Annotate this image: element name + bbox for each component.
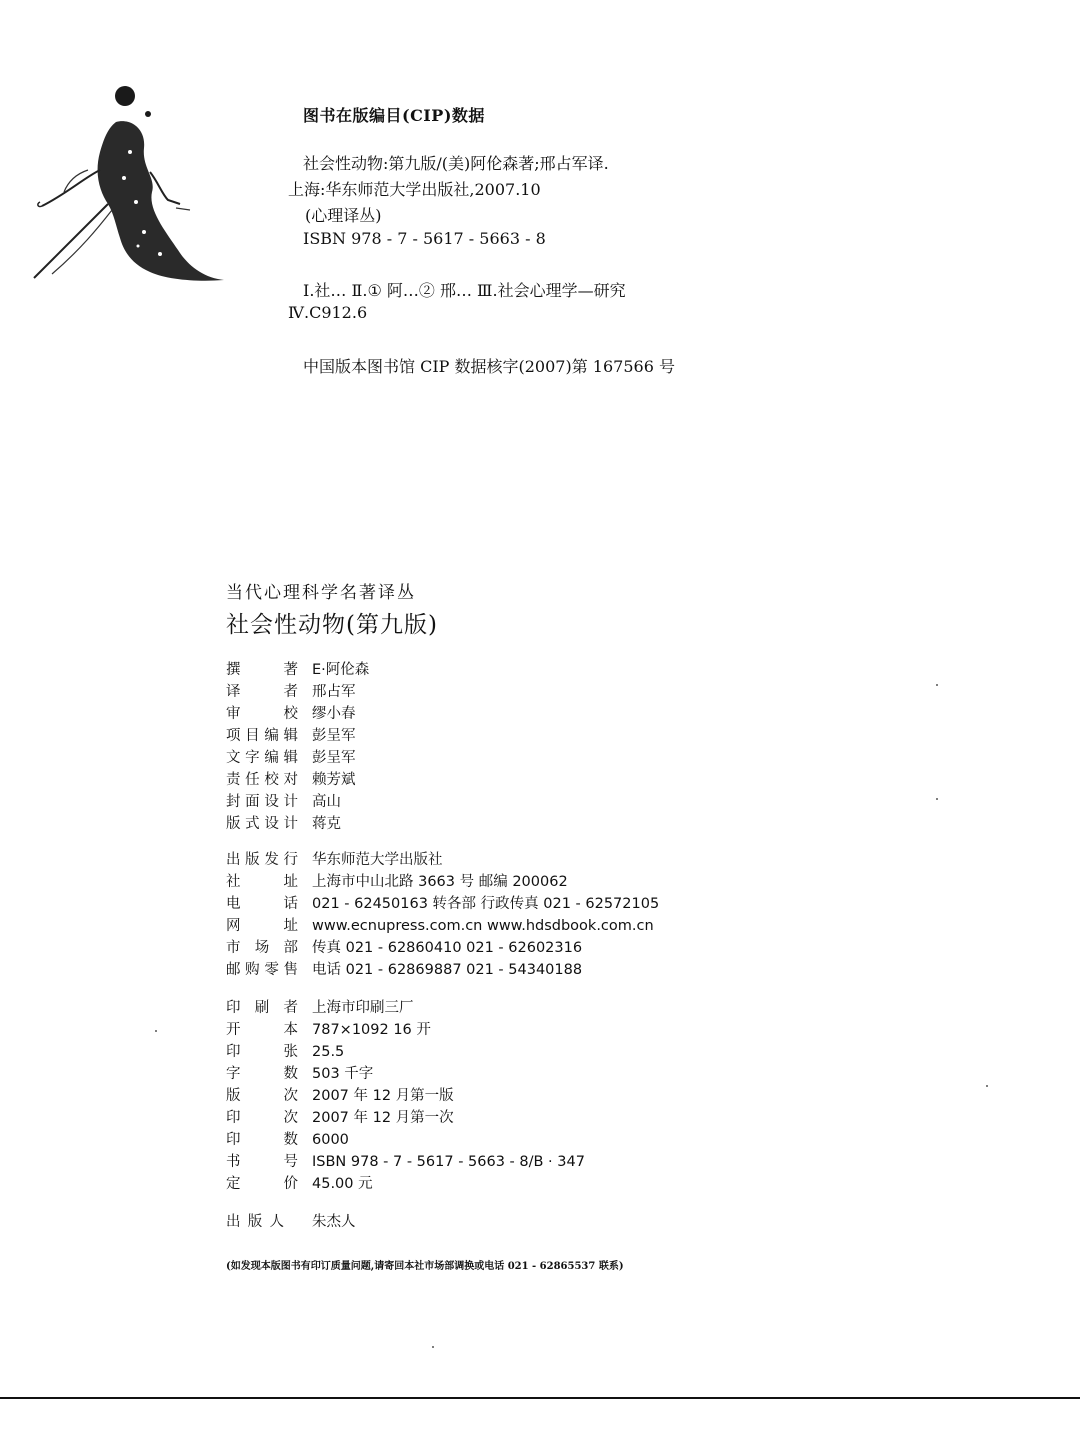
publisher-value: 电话 021 - 62869887 021 - 54340188: [312, 962, 583, 978]
credit-value: 蒋克: [312, 816, 341, 832]
printing-value: 上海市印刷三厂: [312, 1000, 414, 1016]
credit-label: 封 面 设 计: [226, 794, 298, 810]
credit-value: 缪小春: [312, 706, 356, 722]
quality-footnote: (如发现本版图书有印订质量问题,请寄回本社市场部调换或电话 021 - 62865537 联系): [226, 1261, 624, 1272]
cip-line-subjects: Ⅰ.社… Ⅱ.① 阿…② 邢… Ⅲ.社会心理学—研究: [303, 281, 626, 300]
cip-line-publisher: 上海:华东师范大学出版社,2007.10: [288, 180, 541, 199]
printing-value: 2007 年 12 月第一次: [312, 1110, 454, 1126]
publisher-logo: [28, 82, 238, 292]
credit-label: 版 式 设 计: [226, 816, 298, 832]
publisher-label: 网 址: [226, 918, 298, 934]
credit-label: 项 目 编 辑: [226, 728, 298, 744]
printing-label: 印 张: [226, 1044, 298, 1060]
printing-value: 25.5: [312, 1044, 345, 1060]
printing-value: 2007 年 12 月第一版: [312, 1088, 454, 1104]
dancing-figure-icon: [28, 82, 238, 292]
publisher-label: 社 址: [226, 874, 298, 890]
printing-value: 787×1092 16 开: [312, 1022, 431, 1038]
printing-isbn: ISBN 978 - 7 - 5617 - 5663 - 8/B · 347: [312, 1154, 585, 1170]
publisher-label: 电 话: [226, 896, 298, 912]
credit-value: 彭呈军: [312, 728, 356, 744]
cip-line-record-number: 中国版本图书馆 CIP 数据核字(2007)第 167566 号: [303, 357, 675, 376]
credit-value: 彭呈军: [312, 750, 356, 766]
cip-heading: 图书在版编目(CIP)数据: [303, 106, 485, 125]
scan-speck: [155, 1030, 157, 1032]
credit-value: 邢占军: [312, 684, 356, 700]
cip-line-series: (心理译丛): [305, 206, 382, 225]
publisher-website: www.ecnupress.com.cn www.hdsdbook.com.cn: [312, 918, 654, 934]
printing-price: 45.00 元: [312, 1176, 373, 1192]
series-title: 当代心理科学名著译丛: [226, 583, 416, 603]
scan-speck: [936, 798, 938, 800]
publisher-value: 传真 021 - 62860410 021 - 62602316: [312, 940, 583, 956]
printing-value: 6000: [312, 1132, 349, 1148]
publisher-label: 出 版 发 行: [226, 852, 298, 868]
credit-label: 责 任 校 对: [226, 772, 298, 788]
scan-speck: [986, 1085, 988, 1087]
cip-line-isbn: ISBN 978 - 7 - 5617 - 5663 - 8: [303, 229, 546, 248]
credit-label: 文 字 编 辑: [226, 750, 298, 766]
scan-speck: [936, 684, 938, 686]
bottom-rule: [0, 1397, 1080, 1399]
credit-label: 撰 著: [226, 662, 298, 678]
scan-speck: [432, 1346, 434, 1348]
printing-label: 版 次: [226, 1088, 298, 1104]
printing-label: 印 刷 者: [226, 1000, 298, 1016]
publisher-person-value: 朱杰人: [312, 1214, 356, 1230]
book-title: 社会性动物(第九版): [226, 612, 438, 638]
publisher-value: 021 - 62450163 转各部 行政传真 021 - 62572105: [312, 896, 660, 912]
cip-line-classification: Ⅳ.C912.6: [288, 303, 368, 322]
credit-value: E·阿伦森: [312, 662, 370, 678]
printing-value: 503 千字: [312, 1066, 374, 1082]
credit-label: 审 校: [226, 706, 298, 722]
publisher-value: 上海市中山北路 3663 号 邮编 200062: [312, 874, 568, 890]
publisher-label: 市 场 部: [226, 940, 298, 956]
printing-label: 定 价: [226, 1176, 298, 1192]
printing-label: 印 数: [226, 1132, 298, 1148]
credit-value: 高山: [312, 794, 341, 810]
credit-label: 译 者: [226, 684, 298, 700]
publisher-person-label: 出 版 人: [226, 1214, 284, 1230]
printing-label: 字 数: [226, 1066, 298, 1082]
credit-value: 赖芳斌: [312, 772, 356, 788]
publisher-value: 华东师范大学出版社: [312, 852, 443, 868]
printing-label: 书 号: [226, 1154, 298, 1170]
printing-label: 开 本: [226, 1022, 298, 1038]
cip-line-title: 社会性动物:第九版/(美)阿伦森著;邢占军译.: [303, 154, 609, 173]
printing-label: 印 次: [226, 1110, 298, 1126]
publisher-label: 邮 购 零 售: [226, 962, 298, 978]
